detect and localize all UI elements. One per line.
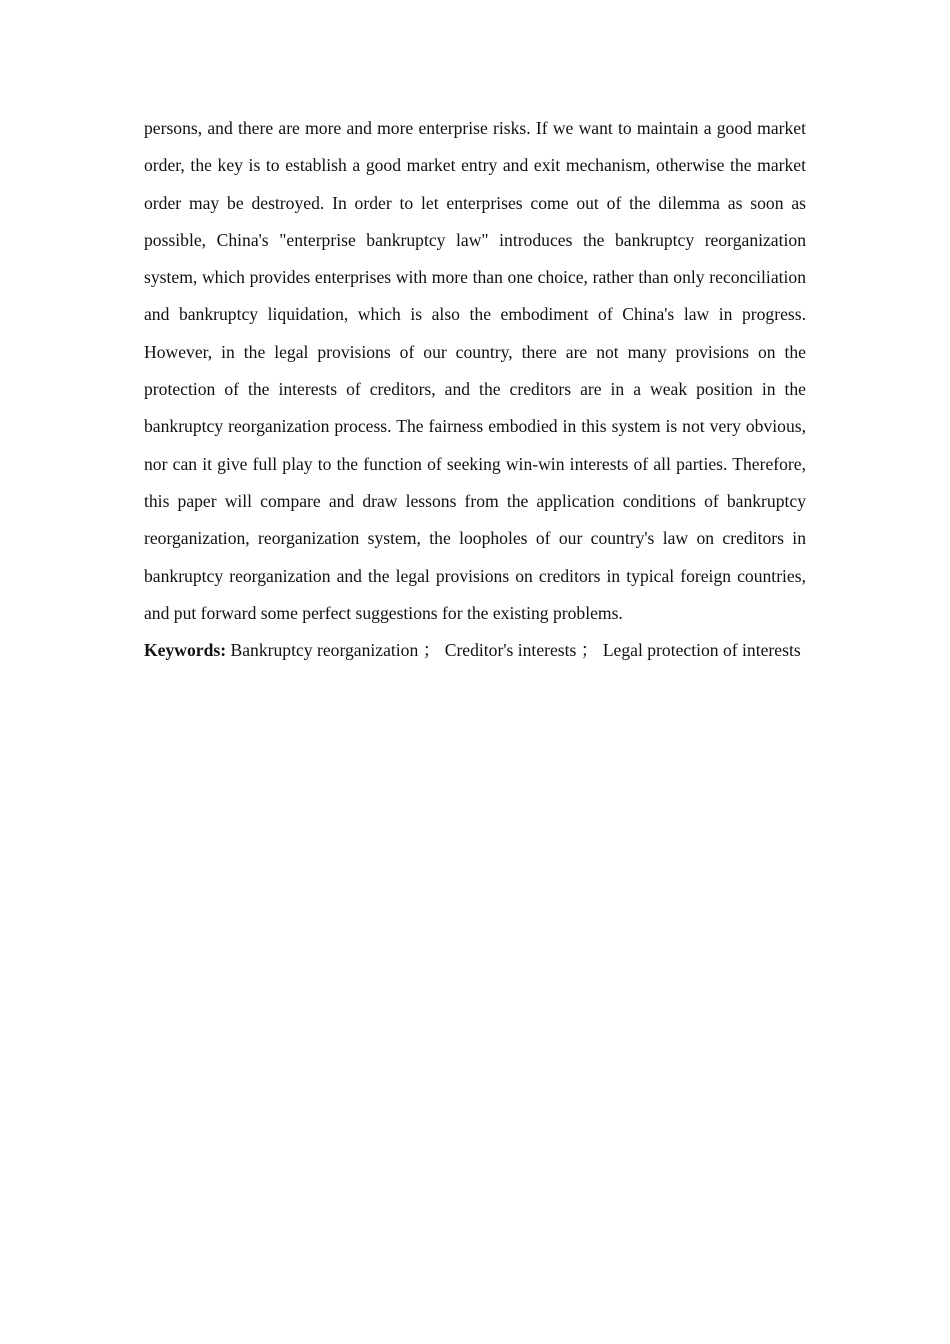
keyword-item: Creditor's interests — [444, 640, 577, 661]
keyword-separator: ； — [422, 640, 441, 661]
keywords-line — [144, 632, 806, 669]
abstract-paragraph: persons, and there are more and more enterprise risks. If we want to maintain a good market order, the key is to establish a good market entry and exit mechanism, otherwise the market order may be destroyed. In order to let enterprises come out of the dilemma as soon as possible, China's "enterprise bankruptcy law" introduces the bankruptcy reorganization system, which provides enterprises with more than one choice, rather than only reconciliation and bankruptcy liquidation, which is also the embodiment of China's law in progress. However, in the legal provisions of our country, there are not many provisions on the protection of the interests of creditors, and the creditors are in a weak position in the bankruptcy reorganization process. The fairness embodied in this system is not very obvious, nor can it give full play to the function of seeking win-win interests of all parties. Therefore, this paper will compare and draw lessons from the application conditions of bankruptcy reorganization, reorganization system, the loopholes of our country's law on creditors in bankruptcy reorganization and the legal provisions on creditors in typical foreign countries, and put forward some perfect suggestions for the existing problems. — [144, 118, 806, 623]
abstract-section — [144, 110, 806, 669]
keyword-item: Legal protection of interests — [602, 640, 801, 661]
keyword-separator: ； — [580, 640, 599, 661]
keyword-item: Bankruptcy reorganization — [230, 640, 419, 661]
keywords-label: Keywords: — [144, 640, 227, 661]
